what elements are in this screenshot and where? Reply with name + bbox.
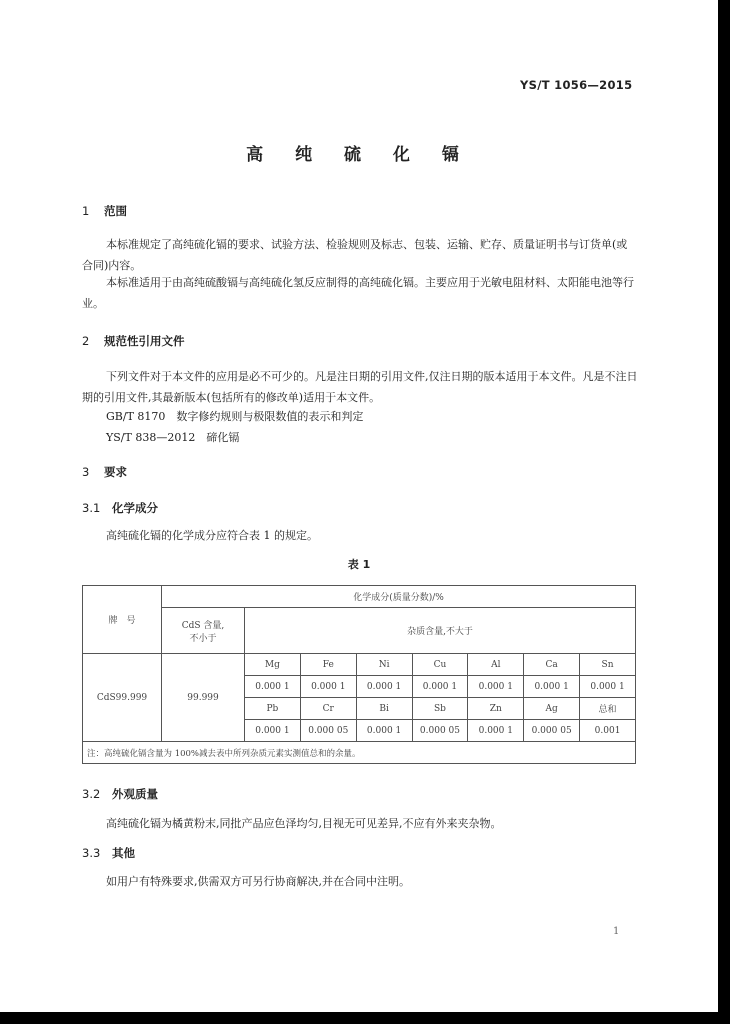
section-title: 要求 bbox=[104, 465, 127, 479]
composition-header: 化学成分(质量分数)/% bbox=[162, 586, 636, 608]
scope-paragraph-1: 本标准规定了高纯硫化镉的要求、试验方法、检验规则及标志、包装、运输、贮存、质量证明书与订货单(或合同)内容。 bbox=[82, 238, 628, 272]
element-cell: Al bbox=[468, 654, 524, 676]
value-cell: 0.000 1 bbox=[412, 676, 468, 698]
other-paragraph: 如用户有特殊要求,供需双方可另行协商解决,并在合同中注明。 bbox=[106, 875, 410, 888]
cds-header-line-1: CdS 含量, bbox=[181, 620, 225, 631]
section-3-1-heading bbox=[82, 500, 158, 516]
scope-paragraph-2: 本标准适用于由高纯硫酸镉与高纯硫化氢反应制得的高纯硫化镉。主要应用于光敏电阻材料、太阳能电池等行业。 bbox=[82, 276, 634, 310]
value-cell: 0.000 05 bbox=[300, 720, 356, 742]
reference-2: YS/T 838—2012 碲化镉 bbox=[106, 431, 240, 444]
section-number: 3.1 bbox=[82, 501, 101, 515]
section-number: 2 bbox=[82, 334, 90, 348]
document-title: 高 纯 硫 化 镉 bbox=[246, 145, 472, 165]
section-3-3-heading bbox=[82, 845, 135, 861]
brand-header: 牌 号 bbox=[83, 586, 162, 654]
section-2-heading bbox=[82, 333, 185, 349]
section-number: 3 bbox=[82, 465, 90, 479]
element-cell: 总和 bbox=[580, 698, 636, 720]
element-cell: Bi bbox=[356, 698, 412, 720]
element-cell: Mg bbox=[245, 654, 301, 676]
element-cell: Ni bbox=[356, 654, 412, 676]
value-cell: 0.000 1 bbox=[356, 676, 412, 698]
section-title: 化学成分 bbox=[112, 501, 158, 515]
reference-1: GB/T 8170 数字修约规则与极限数值的表示和判定 bbox=[106, 410, 364, 423]
section-title: 范围 bbox=[104, 204, 127, 218]
element-cell: Fe bbox=[300, 654, 356, 676]
cds-header-line-2: 不小于 bbox=[189, 633, 217, 644]
cds-value-cell: 99.999 bbox=[162, 654, 245, 742]
section-3-heading bbox=[82, 464, 127, 480]
section-title: 其他 bbox=[112, 846, 135, 860]
value-cell: 0.001 bbox=[580, 720, 636, 742]
impurity-header: 杂质含量,不大于 bbox=[245, 608, 636, 654]
value-cell: 0.000 1 bbox=[468, 720, 524, 742]
standard-number: YS/T 1056—2015 bbox=[520, 78, 633, 92]
section-number: 3.3 bbox=[82, 846, 101, 860]
value-cell: 0.000 05 bbox=[524, 720, 580, 742]
value-cell: 0.000 1 bbox=[468, 676, 524, 698]
brand-cell: CdS99.999 bbox=[83, 654, 162, 742]
element-cell: Ca bbox=[524, 654, 580, 676]
element-cell: Cr bbox=[300, 698, 356, 720]
chemical-composition-table bbox=[82, 585, 636, 764]
section-3-2-heading bbox=[82, 786, 158, 802]
section-title: 外观质量 bbox=[112, 787, 158, 801]
element-cell: Ag bbox=[524, 698, 580, 720]
appearance-paragraph: 高纯硫化镉为橘黄粉末,同批产品应色泽均匀,目视无可见差异,不应有外来夹杂物。 bbox=[106, 817, 502, 830]
cds-content-header bbox=[162, 608, 245, 654]
element-cell: Pb bbox=[245, 698, 301, 720]
table-note: 注：高纯硫化镉含量为 100%减去表中所列杂质元素实测值总和的余量。 bbox=[83, 742, 636, 764]
section-number: 1 bbox=[82, 204, 90, 218]
value-cell: 0.000 1 bbox=[356, 720, 412, 742]
value-cell: 0.000 1 bbox=[580, 676, 636, 698]
element-cell: Sn bbox=[580, 654, 636, 676]
chem-paragraph: 高纯硫化镉的化学成分应符合表 1 的规定。 bbox=[106, 529, 318, 542]
element-cell: Zn bbox=[468, 698, 524, 720]
table-caption: 表 1 bbox=[347, 558, 371, 571]
element-cell: Cu bbox=[412, 654, 468, 676]
value-cell: 0.000 1 bbox=[245, 720, 301, 742]
section-title: 规范性引用文件 bbox=[104, 334, 185, 348]
value-cell: 0.000 1 bbox=[300, 676, 356, 698]
section-number: 3.2 bbox=[82, 787, 101, 801]
value-cell: 0.000 05 bbox=[412, 720, 468, 742]
refs-paragraph: 下列文件对于本文件的应用是必不可少的。凡是注日期的引用文件,仅注日期的版本适用于本文件。凡是不注日期的引用文件,其最新版本(包括所有的修改单)适用于本文件。 bbox=[82, 370, 638, 404]
value-cell: 0.000 1 bbox=[524, 676, 580, 698]
value-cell: 0.000 1 bbox=[245, 676, 301, 698]
section-1-heading bbox=[82, 203, 127, 219]
page-number: 1 bbox=[613, 926, 620, 937]
element-cell: Sb bbox=[412, 698, 468, 720]
